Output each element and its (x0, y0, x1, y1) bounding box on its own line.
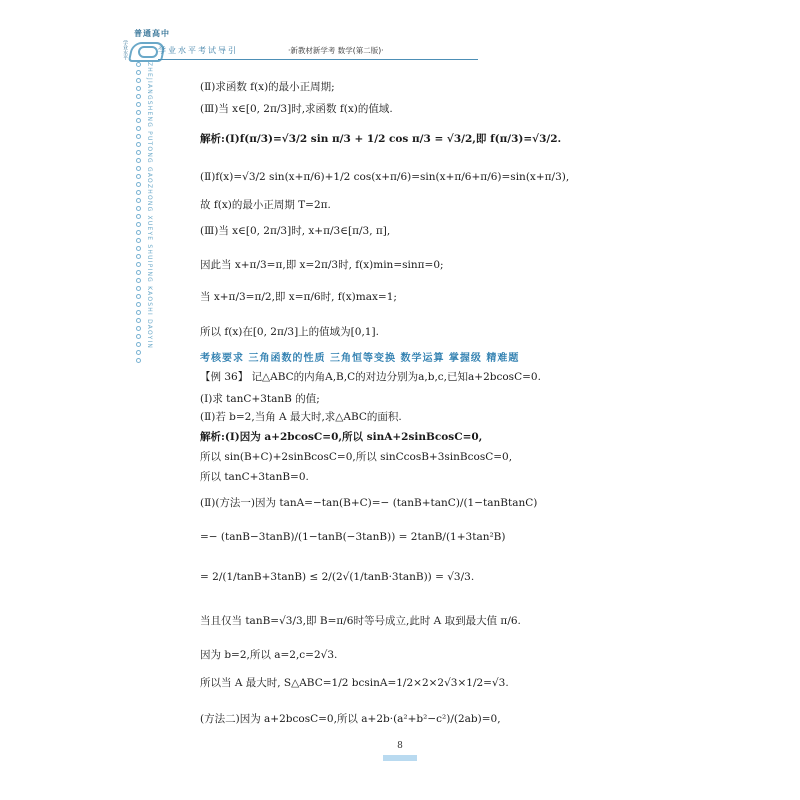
exam-requirement: 考核要求 三角函数的性质 三角恒等变换 数学运算 掌握级 精难题 (200, 353, 520, 364)
bead-decoration (136, 174, 141, 179)
bead-decoration (136, 262, 141, 267)
side-decoration (132, 62, 156, 382)
text-line: 因此当 x+π/3=π,即 x=2π/3时, f(x)min=sinπ=0; (200, 259, 444, 271)
bead-decoration (136, 350, 141, 355)
text-line: (Ⅱ)f(x)=√3/2 sin(x+π/6)+1/2 cos(x+π/6)=sin(x+π/6+π/6)=sin(x+π/3), (200, 171, 570, 183)
bead-decoration (136, 142, 141, 147)
text-line: 当且仅当 tanB=√3/3,即 B=π/6时等号成立,此时 A 取到最大值 π/6. (200, 615, 521, 627)
text-line: 所以 tanC+3tanB=0. (200, 471, 309, 483)
text-line: 当 x+π/3=π/2,即 x=π/6时, f(x)max=1; (200, 291, 397, 303)
bead-decoration (136, 70, 141, 75)
text-line: (Ⅲ)当 x∈[0, 2π/3]时, x+π/3∈[π/3, π], (200, 225, 391, 237)
bead-decoration (136, 238, 141, 243)
solution-line: 解析:(Ⅰ)f(π/3)=√3/2 sin π/3 + 1/2 cos π/3 = √3/2,即 f(π/3)=√3/2. (200, 133, 562, 145)
bead-column (136, 62, 142, 382)
logo-inner-mark-icon (138, 46, 158, 58)
bead-decoration (136, 78, 141, 83)
bead-decoration (136, 246, 141, 251)
bead-decoration (136, 150, 141, 155)
text-line: (Ⅱ)求函数 f(x)的最小正周期; (200, 81, 335, 93)
text-line: 所以 sin(B+C)+2sinBcosC=0,所以 sinCcosB+3sinBcosC=0, (200, 451, 513, 463)
text-line: 故 f(x)的最小正周期 T=2π. (200, 199, 331, 211)
text-line: (Ⅱ)(方法一)因为 tanA=−tan(B+C)=− (tanB+tanC)/(1−tanBtanC) (200, 497, 538, 509)
text-line: (Ⅱ)若 b=2,当角 A 最大时,求△ABC的面积. (200, 411, 402, 423)
bead-decoration (136, 342, 141, 347)
side-vertical-text: ZHEJIANGSHENG PUTONG GAOZHONG XUEYE SHUIPING KAOSHI DAOYIN (146, 62, 153, 350)
bead-decoration (136, 278, 141, 283)
text-line: = 2/(1/tanB+3tanB) ≤ 2/(2√(1/tanB·3tanB)) = √3/3. (200, 571, 475, 583)
header-series-title: 学业水平考试导引 (158, 46, 238, 55)
bead-decoration (136, 310, 141, 315)
bead-decoration (136, 206, 141, 211)
page-number-bar (383, 755, 417, 761)
bead-decoration (136, 182, 141, 187)
header-book-title: ·新教材新学考 数学(第二版)· (288, 46, 384, 55)
example-heading: 【例 36】 记△ABC的内角A,B,C的对边分别为a,b,c,已知a+2bcosC=0. (200, 371, 541, 383)
bead-decoration (136, 318, 141, 323)
logo-side-text: 学业水平 (122, 40, 128, 60)
bead-decoration (136, 222, 141, 227)
bead-decoration (136, 326, 141, 331)
text-line: 所以当 A 最大时, S△ABC=1/2 bcsinA=1/2×2×2√3×1/2=√3. (200, 677, 509, 689)
bead-decoration (136, 198, 141, 203)
text-line: (方法二)因为 a+2bcosC=0,所以 a+2b·(a²+b²−c²)/(2ab)=0, (200, 713, 501, 725)
logo-title: 普通高中 (134, 29, 170, 38)
bead-decoration (136, 94, 141, 99)
bead-decoration (136, 214, 141, 219)
bead-decoration (136, 190, 141, 195)
bead-decoration (136, 102, 141, 107)
bead-decoration (136, 334, 141, 339)
bead-decoration (136, 358, 141, 363)
text-line: 所以 f(x)在[0, 2π/3]上的值域为[0,1]. (200, 326, 379, 338)
bead-decoration (136, 118, 141, 123)
bead-decoration (136, 62, 141, 67)
bead-decoration (136, 166, 141, 171)
bead-decoration (136, 126, 141, 131)
bead-decoration (136, 86, 141, 91)
solution-line: 解析:(Ⅰ)因为 a+2bcosC=0,所以 sinA+2sinBcosC=0, (200, 431, 483, 443)
bead-decoration (136, 254, 141, 259)
bead-decoration (136, 110, 141, 115)
bead-decoration (136, 302, 141, 307)
bead-decoration (136, 158, 141, 163)
bead-decoration (136, 230, 141, 235)
bead-decoration (136, 286, 141, 291)
page-number: 8 (397, 741, 403, 751)
bead-decoration (136, 270, 141, 275)
text-line: =− (tanB−3tanB)/(1−tanB(−3tanB)) = 2tanB/(1+3tan²B) (200, 531, 506, 543)
text-line: (Ⅰ)求 tanC+3tanB 的值; (200, 393, 320, 405)
bead-decoration (136, 294, 141, 299)
text-line: (Ⅲ)当 x∈[0, 2π/3]时,求函数 f(x)的值域. (200, 103, 393, 115)
text-line: 因为 b=2,所以 a=2,c=2√3. (200, 649, 338, 661)
page-content (200, 0, 620, 760)
bead-decoration (136, 134, 141, 139)
